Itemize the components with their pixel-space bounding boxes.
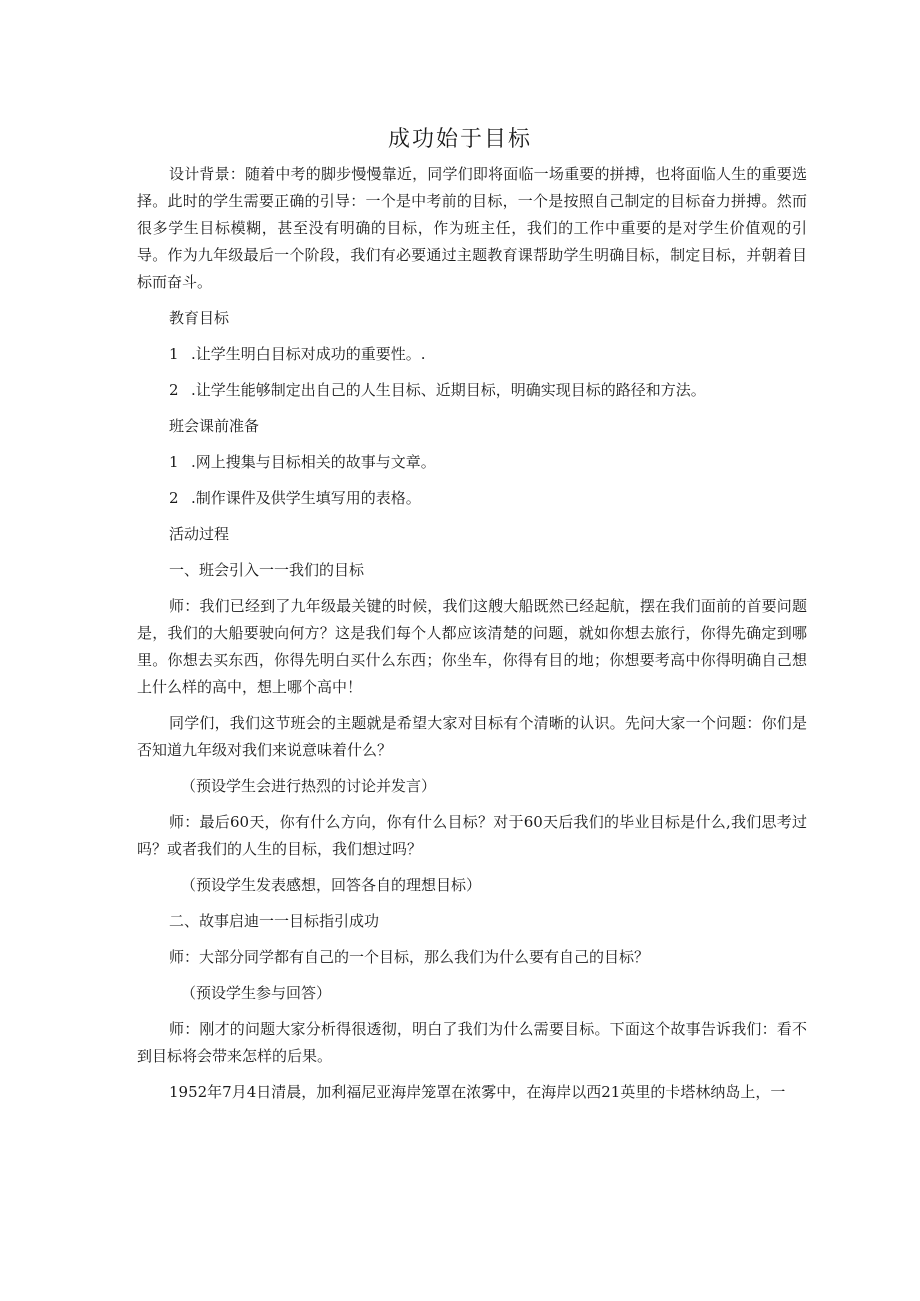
document-title: 成功始于目标 (387, 127, 532, 152)
heading-education-goals: 教育目标 (169, 309, 230, 327)
list-item-goal-1 (137, 341, 807, 368)
paragraph-story: 1952年7月4日清晨，加利福尼亚海岸笼罩在浓雾中，在海岸以西21英里的卡塔林纳岛上，一 (169, 1083, 786, 1101)
list-item-text: .网上搜集与目标相关的故事与文章。 (191, 453, 436, 471)
heading-section-1: 一、班会引入一一我们的目标 (169, 561, 365, 579)
paragraph-note-3: （预设学生参与回答） (181, 984, 332, 1002)
list-number: 2 (169, 381, 179, 399)
document-body (137, 161, 807, 1115)
list-number: 2 (169, 489, 179, 507)
paragraph-background: 设计背景：随着中考的脚步慢慢靠近，同学们即将面临一场重要的拼搏，也将面临人生的重要选择。此时的学生需要正确的引导：一个是中考前的目标，一个是按照自己制定的目标奋力拼搏。然而很多学生目标模糊，甚至没有明确的目标，作为班主任，我们的工作中重要的是对学生价值观的引导。作为九年级最后一个阶段，我们有必要通过主题教育课帮助学生明确目标，制定目标，并朝着目标而奋斗。 (137, 165, 807, 291)
paragraph-note-2: （预设学生发表感想，回答各自的理想目标） (181, 876, 482, 894)
heading-activity-process: 活动过程 (169, 525, 230, 543)
list-item-text: .制作课件及供学生填写用的表格。 (191, 489, 421, 507)
list-number: 1 (169, 345, 179, 363)
paragraph-note-1: （预设学生会进行热烈的讨论并发言） (181, 777, 437, 795)
paragraph-teacher-4: 师：刚才的问题大家分析得很透彻，明白了我们为什么需要目标。下面这个故事告诉我们：看不到目标将会带来怎样的后果。 (137, 1020, 807, 1065)
heading-preparation: 班会课前准备 (169, 417, 260, 435)
paragraph-teacher-3: 师：大部分同学都有自己的一个目标，那么我们为什么要有自己的目标？ (169, 948, 650, 966)
list-item-prep-1 (137, 449, 807, 476)
list-number: 1 (169, 453, 179, 471)
paragraph-students-question: 同学们，我们这节班会的主题就是希望大家对目标有个清晰的认识。先问大家一个问题：你们是否知道九年级对我们来说意味着什么？ (137, 714, 807, 759)
paragraph-teacher-1: 师：我们已经到了九年级最关键的时候，我们这艘大船既然已经起航，摆在我们面前的首要问题是，我们的大船要驶向何方？这是我们每个人都应该清楚的问题，就如你想去旅行，你得先确定到哪里。你想去买东西，你得先明白买什么东西；你坐车，你得有目的地；你想要考高中你得明确自己想上什么样的高中，想上哪个高中！ (137, 597, 807, 696)
list-item-prep-2 (137, 485, 807, 512)
paragraph-teacher-2: 师：最后60天，你有什么方向，你有什么目标？对于60天后我们的毕业目标是什么,我们思考过吗？或者我们的人生的目标，我们想过吗？ (137, 813, 807, 858)
heading-section-2: 二、故事启迪一一目标指引成功 (169, 912, 380, 930)
list-item-text: .让学生能够制定出自己的人生目标、近期目标，明确实现目标的路径和方法。 (191, 381, 706, 399)
list-item-goal-2 (137, 377, 807, 404)
list-item-text: .让学生明白目标对成功的重要性。. (191, 345, 426, 363)
